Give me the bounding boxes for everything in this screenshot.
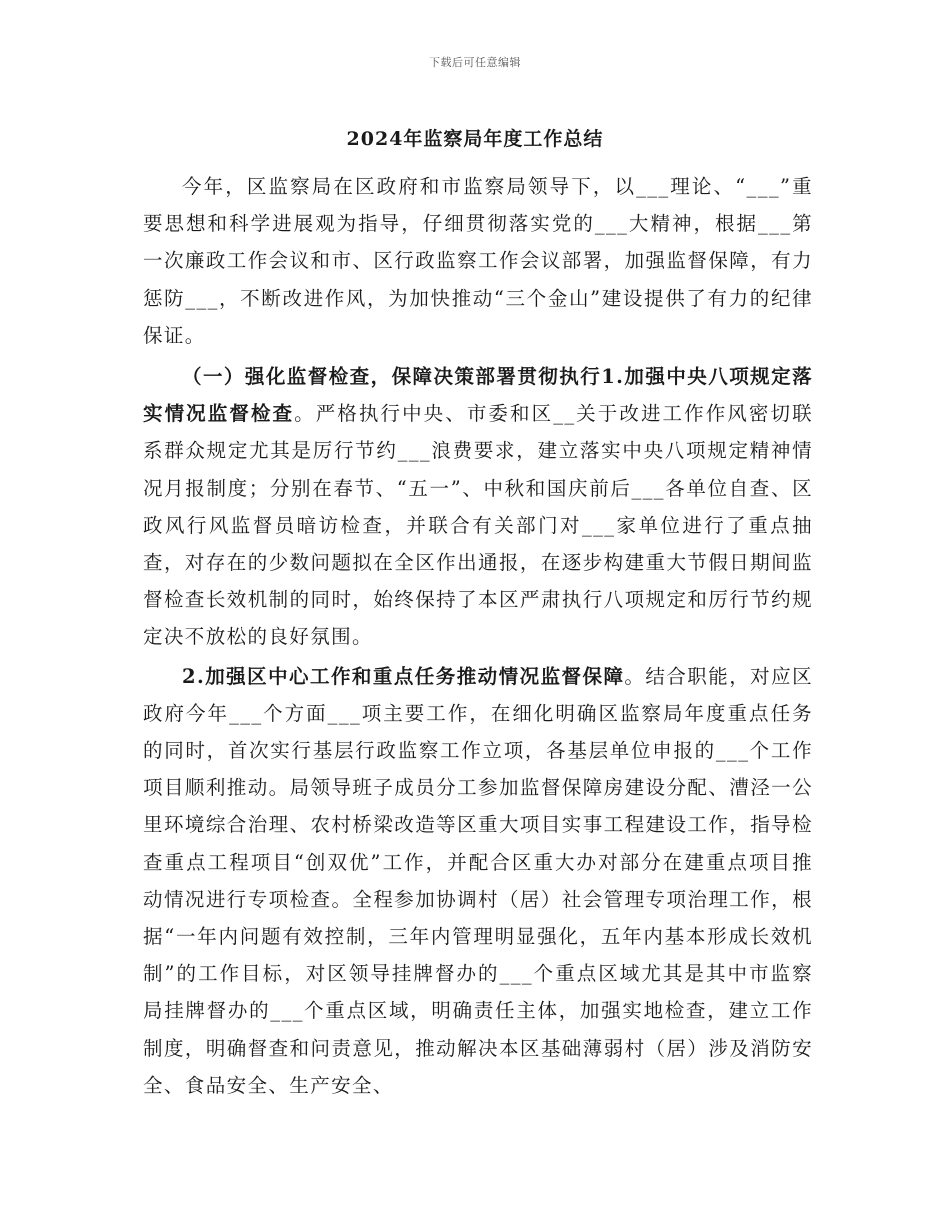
item1-body: 。严格执行中央、市委和区__关于改进工作作风密切联系群众规定尤其是厉行节约___浪费要求，建立落实中央八项规定精神情况月报制度；分别在春节、“五一”、中秋和国庆前后___各单位自查、区政风行风监督员暗访检查，并联合有关部门对___家单位进行了重点抽查，对存在的少数问题拟在全区作出通报，在逐步构建重大节假日期间监督检查长效机制的同时，始终保持了本区严肃执行八项规定和厉行节约规定决不放松的良好氛围。 [143, 402, 813, 649]
intro-paragraph: 今年，区监察局在区政府和市监察局领导下，以___理论、“___”重要思想和科学进展观为指导，仔细贯彻落实党的___大精神，根据___第一次廉政工作会议和市、区行政监察工作会议部署，加强监督保障，有力惩防___，不断改进作风，为加快推动“三个金山”建设提供了有力的纪律保证。 [143, 175, 813, 347]
document-body [143, 168, 813, 1106]
item2-heading: 2.加强区中心工作和重点任务推动情况监督保障 [182, 664, 625, 688]
section1-heading: （一）强化监督检查，保障决策部署贯彻执行 [182, 365, 602, 389]
document-title: 2024年监察局年度工作总结 [346, 128, 604, 150]
item1-heading: 1.加强中央八项规定落实情况监督检查 [143, 365, 813, 426]
section1-paragraph [143, 358, 813, 656]
item2-body: 。结合职能，对应区政府今年___个方面___项主要工作，在细化明确区监察局年度重点任务的同时，首次实行基层行政监察工作立项，各基层单位申报的___个工作项目顺利推动。局领导班子成员分工参加监督保障房建设分配、漕泾一公里环境综合治理、农村桥梁改造等区重大项目实事工程建设工作，指导检查重点工程项目“创双优”工作，并配合区重大办对部分在建重点项目推动情况进行专项检查。全程参加协调村（居）社会管理专项治理工作，根据“一年内问题有效控制，三年内管理明显强化，五年内基本形成长效机制”的工作目标，对区领导挂牌督办的___个重点区域尤其是其中市监察局挂牌督办的___个重点区域，明确责任主体，加强实地检查，建立工作制度，明确督查和问责意见，推动解决本区基础薄弱村（居）涉及消防安全、食品安全、生产安全、 [143, 664, 813, 1097]
item2-paragraph [143, 658, 813, 1104]
header-note: 下载后可任意编辑 [429, 56, 521, 69]
